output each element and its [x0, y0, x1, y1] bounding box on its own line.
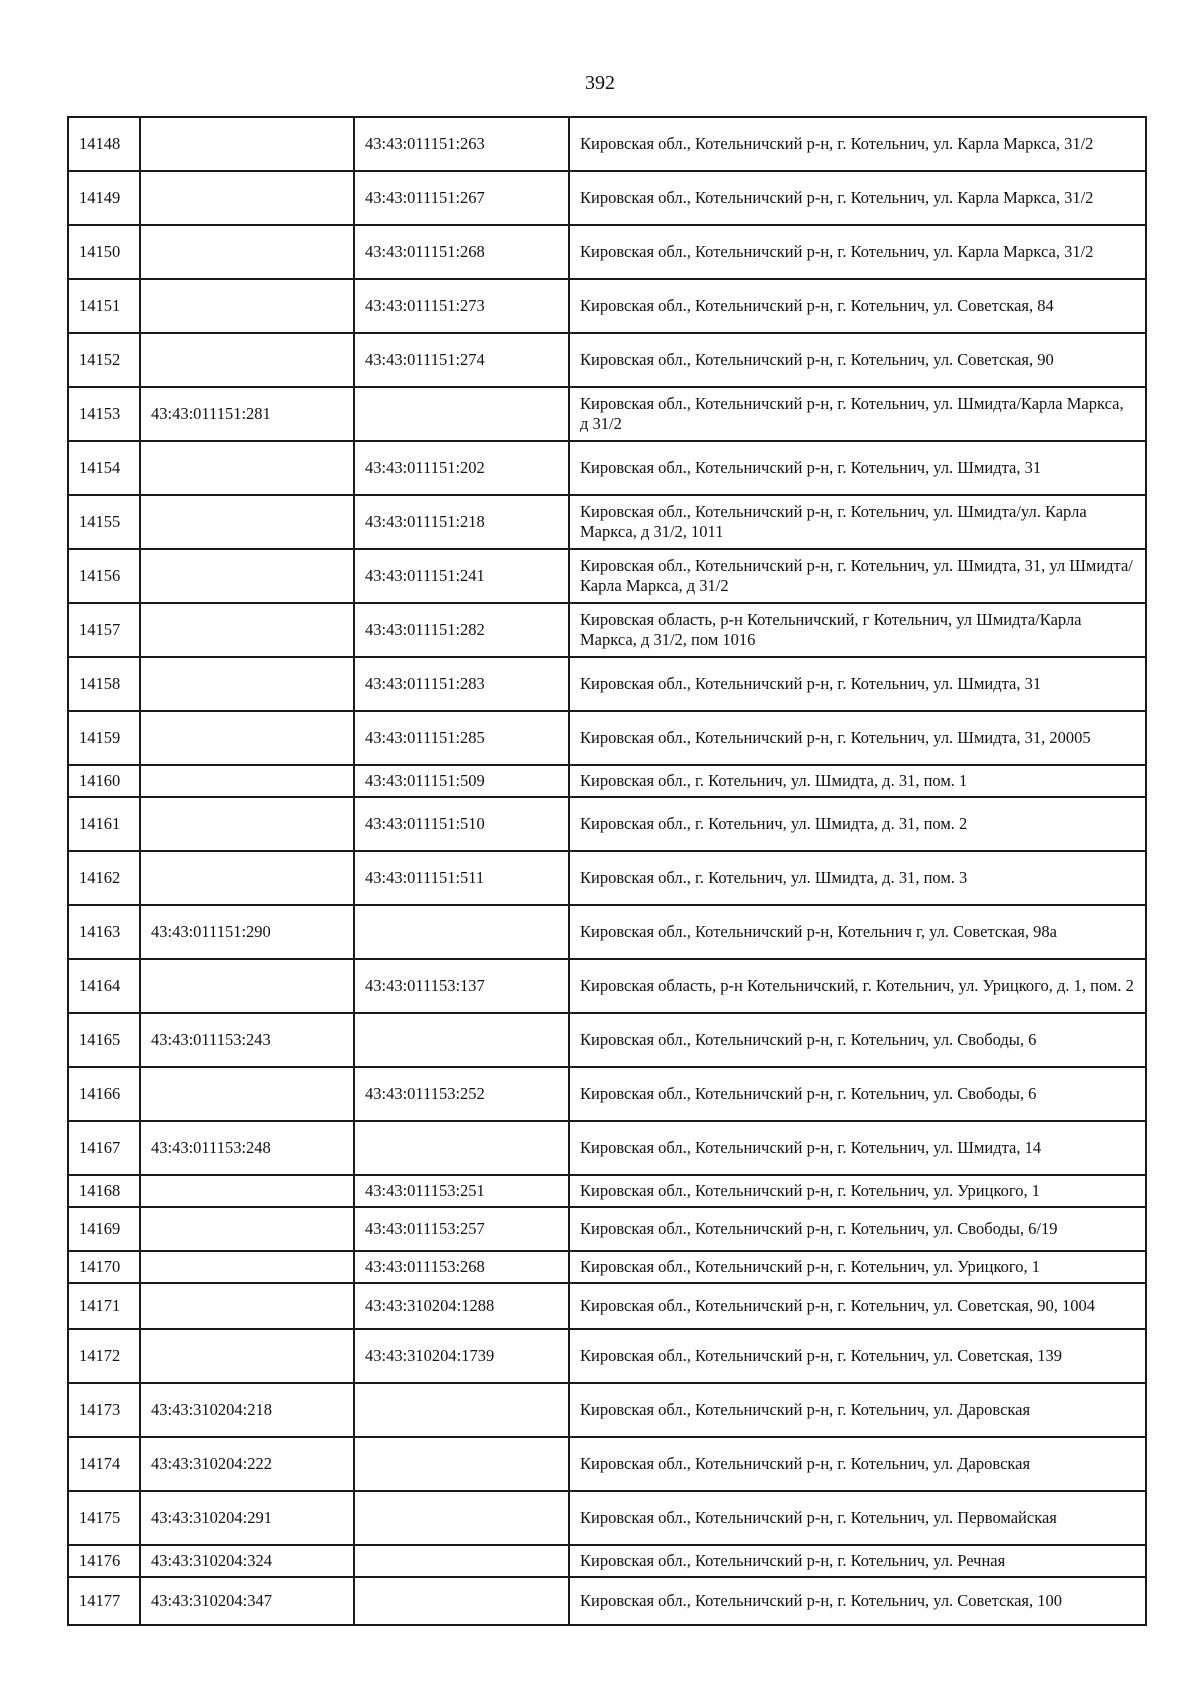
row-number-cell: 14166: [68, 1067, 140, 1121]
table-row: [68, 1283, 1146, 1329]
object-cadastral-number-cell: [354, 1577, 569, 1625]
object-cadastral-number-cell: [354, 1491, 569, 1545]
row-number-cell: 14158: [68, 657, 140, 711]
object-cadastral-number-cell: 43:43:011151:273: [354, 279, 569, 333]
object-cadastral-number-cell: 43:43:011151:267: [354, 171, 569, 225]
address-cell: Кировская обл., Котельничский р-н, г. Котельнич, ул. Советская, 90, 1004: [569, 1283, 1146, 1329]
address-cell: Кировская обл., Котельничский р-н, г. Котельнич, ул. Шмидта, 31, 20005: [569, 711, 1146, 765]
object-cadastral-number-cell: 43:43:011153:252: [354, 1067, 569, 1121]
table-row: [68, 711, 1146, 765]
object-cadastral-number-cell: 43:43:011151:274: [354, 333, 569, 387]
land-cadastral-number-cell: 43:43:310204:324: [140, 1545, 354, 1577]
object-cadastral-number-cell: [354, 1121, 569, 1175]
land-cadastral-number-cell: [140, 1207, 354, 1251]
land-cadastral-number-cell: [140, 333, 354, 387]
land-cadastral-number-cell: 43:43:011153:248: [140, 1121, 354, 1175]
row-number-cell: 14176: [68, 1545, 140, 1577]
row-number-cell: 14155: [68, 495, 140, 549]
table-row: [68, 117, 1146, 171]
table-row: [68, 549, 1146, 603]
address-cell: Кировская обл., Котельничский р-н, г. Котельнич, ул. Советская, 139: [569, 1329, 1146, 1383]
object-cadastral-number-cell: 43:43:310204:1288: [354, 1283, 569, 1329]
table-row: [68, 1383, 1146, 1437]
object-cadastral-number-cell: 43:43:011151:202: [354, 441, 569, 495]
row-number-cell: 14171: [68, 1283, 140, 1329]
table-row: [68, 797, 1146, 851]
address-cell: Кировская обл., Котельничский р-н, г. Котельнич, ул. Первомайская: [569, 1491, 1146, 1545]
row-number-cell: 14152: [68, 333, 140, 387]
object-cadastral-number-cell: 43:43:011151:285: [354, 711, 569, 765]
land-cadastral-number-cell: [140, 711, 354, 765]
table-row: [68, 1067, 1146, 1121]
land-cadastral-number-cell: 43:43:011153:243: [140, 1013, 354, 1067]
row-number-cell: 14150: [68, 225, 140, 279]
land-cadastral-number-cell: [140, 851, 354, 905]
table-row: [68, 225, 1146, 279]
row-number-cell: 14160: [68, 765, 140, 797]
row-number-cell: 14156: [68, 549, 140, 603]
row-number-cell: 14173: [68, 1383, 140, 1437]
land-cadastral-number-cell: 43:43:310204:347: [140, 1577, 354, 1625]
table-row: [68, 495, 1146, 549]
land-cadastral-number-cell: [140, 495, 354, 549]
address-cell: Кировская обл., Котельничский р-н, г. Котельнич, ул. Советская, 100: [569, 1577, 1146, 1625]
address-cell: Кировская обл., Котельничский р-н, г. Котельнич, ул. Шмидта/Карла Маркса, д 31/2: [569, 387, 1146, 441]
address-cell: Кировская обл., Котельничский р-н, г. Котельнич, ул. Шмидта, 31: [569, 441, 1146, 495]
object-cadastral-number-cell: 43:43:011153:137: [354, 959, 569, 1013]
address-cell: Кировская обл., Котельничский р-н, г. Котельнич, ул. Даровская: [569, 1383, 1146, 1437]
table-row: [68, 1577, 1146, 1625]
address-cell: Кировская обл., Котельничский р-н, г. Котельнич, ул. Карла Маркса, 31/2: [569, 171, 1146, 225]
land-cadastral-number-cell: [140, 603, 354, 657]
land-cadastral-number-cell: [140, 1283, 354, 1329]
object-cadastral-number-cell: 43:43:011151:218: [354, 495, 569, 549]
object-cadastral-number-cell: 43:43:011151:263: [354, 117, 569, 171]
row-number-cell: 14170: [68, 1251, 140, 1283]
land-cadastral-number-cell: 43:43:011151:290: [140, 905, 354, 959]
object-cadastral-number-cell: [354, 1013, 569, 1067]
object-cadastral-number-cell: 43:43:011151:283: [354, 657, 569, 711]
land-cadastral-number-cell: [140, 959, 354, 1013]
address-cell: Кировская обл., Котельничский р-н, г. Котельнич, ул. Речная: [569, 1545, 1146, 1577]
row-number-cell: 14151: [68, 279, 140, 333]
object-cadastral-number-cell: 43:43:011153:268: [354, 1251, 569, 1283]
row-number-cell: 14154: [68, 441, 140, 495]
object-cadastral-number-cell: 43:43:011151:511: [354, 851, 569, 905]
land-cadastral-number-cell: [140, 1329, 354, 1383]
land-cadastral-number-cell: [140, 117, 354, 171]
address-cell: Кировская обл., Котельничский р-н, г. Котельнич, ул. Урицкого, 1: [569, 1175, 1146, 1207]
registry-table-body: [68, 117, 1146, 1625]
address-cell: Кировская обл., Котельничский р-н, г. Котельнич, ул. Шмидта/ул. Карла Маркса, д 31/2, 1011: [569, 495, 1146, 549]
table-row: [68, 1121, 1146, 1175]
address-cell: Кировская обл., Котельничский р-н, г. Котельнич, ул. Свободы, 6: [569, 1067, 1146, 1121]
land-cadastral-number-cell: 43:43:310204:218: [140, 1383, 354, 1437]
land-cadastral-number-cell: [140, 549, 354, 603]
object-cadastral-number-cell: 43:43:310204:1739: [354, 1329, 569, 1383]
row-number-cell: 14175: [68, 1491, 140, 1545]
object-cadastral-number-cell: 43:43:011151:509: [354, 765, 569, 797]
object-cadastral-number-cell: [354, 905, 569, 959]
row-number-cell: 14169: [68, 1207, 140, 1251]
address-cell: Кировская обл., г. Котельнич, ул. Шмидта, д. 31, пом. 1: [569, 765, 1146, 797]
table-row: [68, 1437, 1146, 1491]
address-cell: Кировская область, р-н Котельничский, г. Котельнич, ул. Урицкого, д. 1, пом. 2: [569, 959, 1146, 1013]
address-cell: Кировская обл., Котельничский р-н, г. Котельнич, ул. Свободы, 6/19: [569, 1207, 1146, 1251]
row-number-cell: 14148: [68, 117, 140, 171]
object-cadastral-number-cell: [354, 1383, 569, 1437]
row-number-cell: 14162: [68, 851, 140, 905]
table-row: [68, 1545, 1146, 1577]
land-cadastral-number-cell: [140, 279, 354, 333]
address-cell: Кировская обл., Котельничский р-н, г. Котельнич, ул. Шмидта, 31, ул Шмидта/Карла Маркса, д 31/2: [569, 549, 1146, 603]
table-row: [68, 333, 1146, 387]
object-cadastral-number-cell: 43:43:011151:268: [354, 225, 569, 279]
row-number-cell: 14177: [68, 1577, 140, 1625]
row-number-cell: 14164: [68, 959, 140, 1013]
object-cadastral-number-cell: [354, 1437, 569, 1491]
table-row: [68, 1491, 1146, 1545]
table-row: [68, 657, 1146, 711]
land-cadastral-number-cell: [140, 657, 354, 711]
page-number: 392: [585, 72, 615, 94]
row-number-cell: 14157: [68, 603, 140, 657]
row-number-cell: 14163: [68, 905, 140, 959]
address-cell: Кировская обл., Котельничский р-н, г. Котельнич, ул. Шмидта, 14: [569, 1121, 1146, 1175]
land-cadastral-number-cell: 43:43:310204:291: [140, 1491, 354, 1545]
land-cadastral-number-cell: [140, 225, 354, 279]
table-row: [68, 1329, 1146, 1383]
land-cadastral-number-cell: [140, 1251, 354, 1283]
address-cell: Кировская обл., Котельничский р-н, г. Котельнич, ул. Свободы, 6: [569, 1013, 1146, 1067]
table-row: [68, 603, 1146, 657]
land-cadastral-number-cell: [140, 765, 354, 797]
address-cell: Кировская обл., Котельничский р-н, г. Котельнич, ул. Даровская: [569, 1437, 1146, 1491]
table-row: [68, 1251, 1146, 1283]
object-cadastral-number-cell: 43:43:011151:241: [354, 549, 569, 603]
row-number-cell: 14172: [68, 1329, 140, 1383]
table-row: [68, 959, 1146, 1013]
address-cell: Кировская обл., Котельничский р-н, г. Котельнич, ул. Шмидта, 31: [569, 657, 1146, 711]
table-row: [68, 441, 1146, 495]
table-row: [68, 387, 1146, 441]
address-cell: Кировская обл., г. Котельнич, ул. Шмидта, д. 31, пом. 3: [569, 851, 1146, 905]
row-number-cell: 14161: [68, 797, 140, 851]
table-row: [68, 905, 1146, 959]
object-cadastral-number-cell: 43:43:011153:257: [354, 1207, 569, 1251]
address-cell: Кировская обл., Котельничский р-н, г. Котельнич, ул. Советская, 84: [569, 279, 1146, 333]
land-cadastral-number-cell: 43:43:310204:222: [140, 1437, 354, 1491]
land-cadastral-number-cell: [140, 1175, 354, 1207]
address-cell: Кировская обл., Котельничский р-н, Котельнич г, ул. Советская, 98а: [569, 905, 1146, 959]
land-cadastral-number-cell: [140, 171, 354, 225]
land-cadastral-number-cell: [140, 1067, 354, 1121]
object-cadastral-number-cell: 43:43:011153:251: [354, 1175, 569, 1207]
address-cell: Кировская обл., Котельничский р-н, г. Котельнич, ул. Карла Маркса, 31/2: [569, 117, 1146, 171]
row-number-cell: 14168: [68, 1175, 140, 1207]
row-number-cell: 14174: [68, 1437, 140, 1491]
land-cadastral-number-cell: 43:43:011151:281: [140, 387, 354, 441]
address-cell: Кировская обл., Котельничский р-н, г. Котельнич, ул. Урицкого, 1: [569, 1251, 1146, 1283]
row-number-cell: 14165: [68, 1013, 140, 1067]
row-number-cell: 14159: [68, 711, 140, 765]
table-row: [68, 765, 1146, 797]
table-row: [68, 279, 1146, 333]
land-cadastral-number-cell: [140, 441, 354, 495]
row-number-cell: 14153: [68, 387, 140, 441]
address-cell: Кировская обл., г. Котельнич, ул. Шмидта, д. 31, пом. 2: [569, 797, 1146, 851]
table-row: [68, 171, 1146, 225]
address-cell: Кировская обл., Котельничский р-н, г. Котельнич, ул. Карла Маркса, 31/2: [569, 225, 1146, 279]
table-row: [68, 851, 1146, 905]
address-cell: Кировская обл., Котельничский р-н, г. Котельнич, ул. Советская, 90: [569, 333, 1146, 387]
object-cadastral-number-cell: [354, 387, 569, 441]
object-cadastral-number-cell: 43:43:011151:510: [354, 797, 569, 851]
table-row: [68, 1207, 1146, 1251]
row-number-cell: 14149: [68, 171, 140, 225]
registry-table: [67, 116, 1147, 1626]
object-cadastral-number-cell: 43:43:011151:282: [354, 603, 569, 657]
address-cell: Кировская область, р-н Котельничский, г Котельнич, ул Шмидта/Карла Маркса, д 31/2, пом 1016: [569, 603, 1146, 657]
object-cadastral-number-cell: [354, 1545, 569, 1577]
row-number-cell: 14167: [68, 1121, 140, 1175]
table-row: [68, 1013, 1146, 1067]
land-cadastral-number-cell: [140, 797, 354, 851]
table-row: [68, 1175, 1146, 1207]
